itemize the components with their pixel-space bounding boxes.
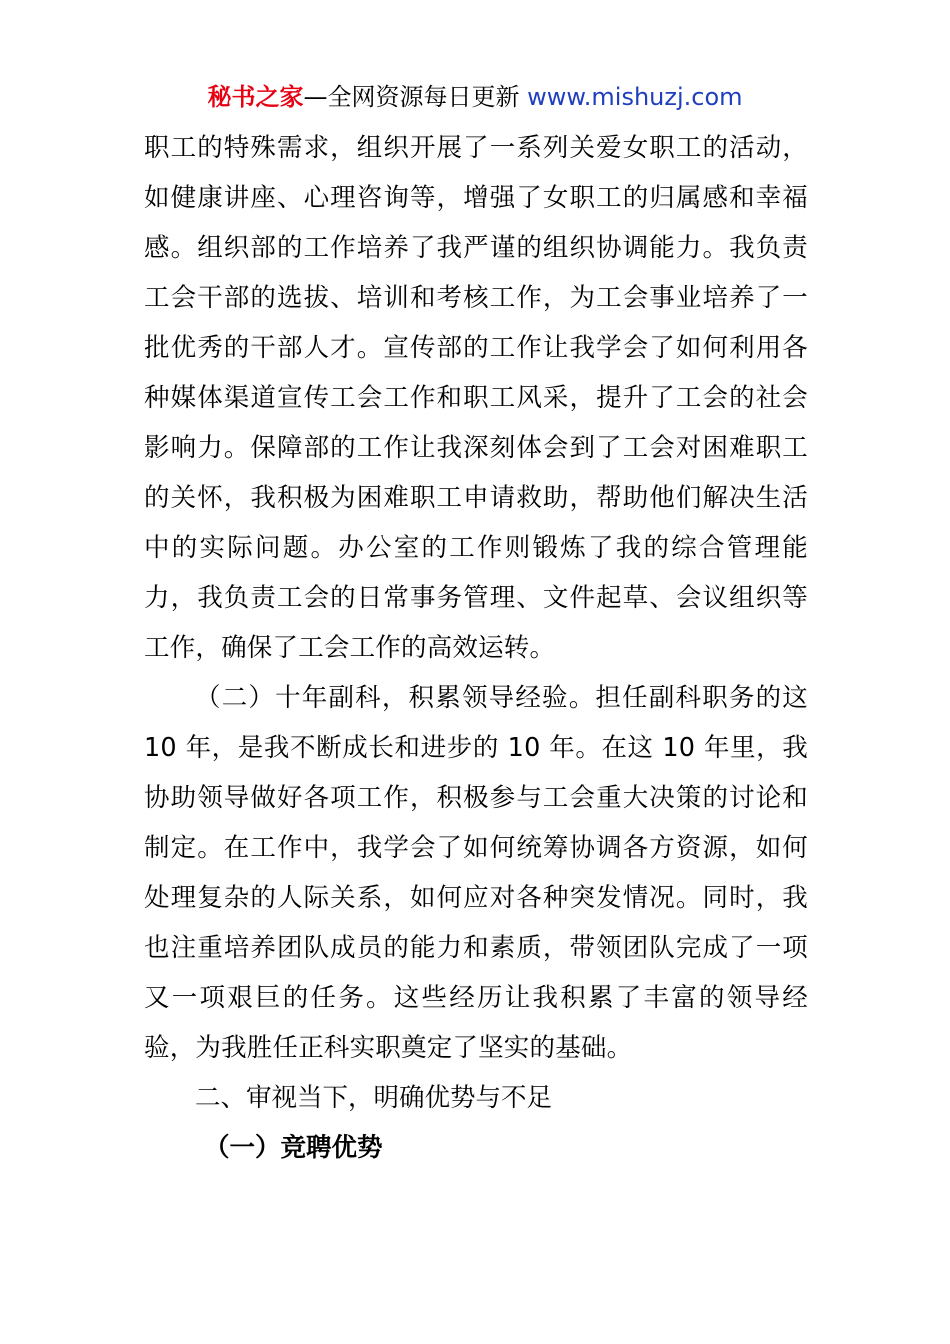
site-brand: 秘书之家 [207, 83, 304, 111]
sub-heading: （一）竞聘优势 [204, 1133, 383, 1163]
section-heading: 二、审视当下，明确优势与不足 [195, 1083, 553, 1113]
paragraph-continuation: 职工的特殊需求，组织开展了一系列关爱女职工的活动，如健康讲座、心理咨询等，增强了女职工的归属感和幸福感。组织部的工作培养了我严谨的组织协调能力。我负责工会干部的选拔、培训和考核工作，为工会事业培养了一批优秀的干部人才。宣传部的工作让我学会了如何利用各种媒体渠道宣传工会工作和职工风采，提升了工会的社会影响力。保障部的工作让我深刻体会到了工会对困难职工的关怀，我积极为困难职工申请救助，帮助他们解决生活中的实际问题。办公室的工作则锻炼了我的综合管理能力，我负责工会的日常事务管理、文件起草、会议组织等工作，确保了工会工作的高效运转。 [144, 133, 808, 663]
paragraph-deputy-section: （二）十年副科，积累领导经验。担任副科职务的这 10 年，是我不断成长和进步的 10 年。在这 10 年里，我协助领导做好各项工作，积极参与工会重大决策的讨论和制定。在工作中，我学会了如何统筹协调各方资源，如何处理复杂的人际关系，如何应对各种突发情况。同时，我也注重培养团队成员的能力和素质，带领团队完成了一项又一项艰巨的任务。这些经历让我积累了丰富的领导经验，为我胜任正科实职奠定了坚实的基础。 [144, 683, 808, 1063]
document-body [144, 123, 808, 1173]
site-url-link[interactable]: www.mishuzj.com [527, 83, 743, 111]
site-slogan: —全网资源每日更新 [303, 83, 520, 111]
site-header [0, 80, 950, 114]
